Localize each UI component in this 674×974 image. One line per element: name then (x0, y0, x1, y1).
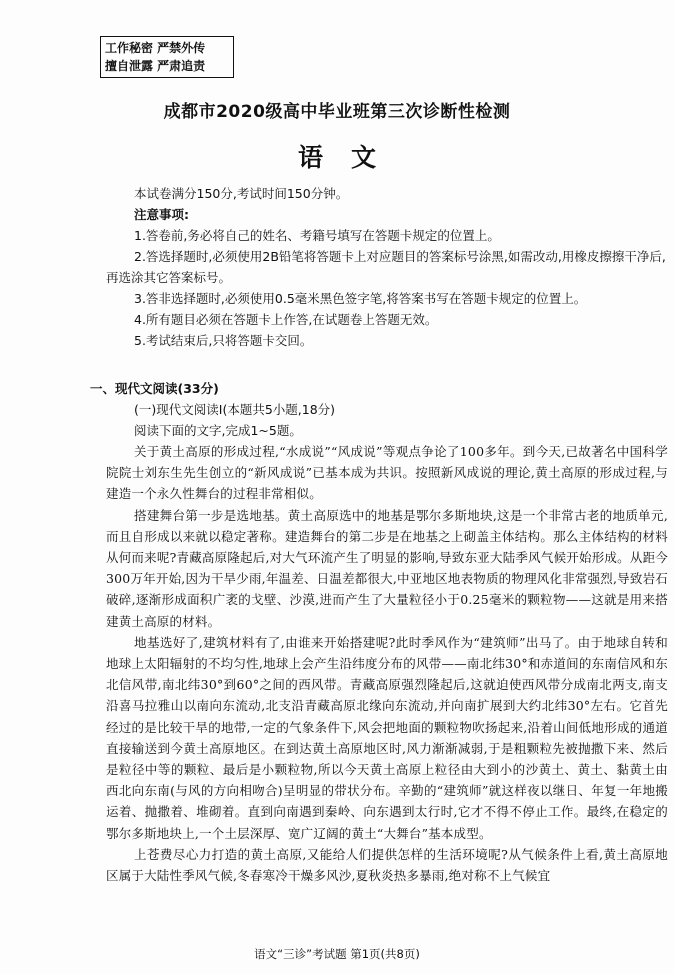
stamp-line-2: 擅自泄露 严肃追责 (105, 59, 206, 73)
stamp-line-1: 工作秘密 严禁外传 (105, 41, 206, 55)
note-item: 5.考试结束后,只将答题卡交回。 (134, 333, 313, 348)
passage-paragraph: 关于黄土高原的形成过程,“水成说”“风成说”等观点争论了100多年。到今天,已故著名中国科学院院士刘东生先生创立的“新风成说”已基本成为共识。按照新风成说的理论,黄土高原的形成过程,与建造一个永久性舞台的过程非常相似。 (106, 444, 668, 502)
section-header (90, 378, 668, 441)
passage-paragraph: 地基选好了,建筑材料有了,由谁来开始搭建呢?此时季风作为“建筑师”出马了。由于地球自转和地球上太阳辐射的不均匀性,地球上会产生沿纬度分布的风带——南北纬30°和赤道间的东南信风和东北信风带,南北纬30°到60°之间的西风带。青藏高原强烈隆起后,这就迫使西风带分成南北两支,南支沿喜马拉雅山以南向东流动,北支沿青藏高原北缘向东流动,并向南扩展到大约北纬30°左右。它首先经过的是比较干旱的地带,一定的气象条件下,风会把地面的颗粒物吹扬起来,沿着山间低地形成的通道直接输送到今黄土高原地区。在到达黄土高原地区时,风力渐渐减弱,于是粗颗粒先被抛撒下来、然后是粒径中等的颗粒、最后是小颗粒物,所以今天黄土高原上粒径由大到小的沙黄土、黄土、黏黄土由西北向东南(与风的方向相吻合)呈明显的带状分布。辛勤的“建筑师”就这样夜以继日、年复一年地搬运着、抛撒着、堆砌着。直到向南遇到秦岭、向东遇到太行时,它才不得不停止工作。最终,在稳定的鄂尔多斯地块上,一个土层深厚、宽广辽阔的黄土“大舞台”基本成型。 (106, 634, 668, 841)
notes-heading: 注意事项: (134, 207, 189, 222)
subsection-heading: (一)现代文阅读Ⅰ(本题共5小题,18分) (134, 402, 336, 417)
passage-paragraph: 搭建舞台第一步是选地基。黄土高原选中的地基是鄂尔多斯地块,这是一个非常古老的地质单元,而且自形成以来就以稳定著称。建造舞台的第二步是在地基之上砌盖主体结构。那么主体结构的材料从何而来呢?青藏高原隆起后,对大气环流产生了明显的影响,导致东亚大陆季风气候开始形成。从距今300万年开始,因为干旱少雨,年温差、日温差都很大,中亚地区地表物质的物理风化非常强烈,导致岩石破碎,逐渐形成面积广袤的戈壁、沙漠,进而产生了大量粒径小于0.25毫米的颗粒物——这就是用来搭建黄土高原的材料。 (106, 507, 668, 629)
intro-text: 本试卷满分150分,考试时间150分钟。 (134, 186, 349, 201)
subject-title: 语文 (297, 143, 404, 172)
passage-paragraph: 上苍费尽心力打造的黄土高原,又能给人们提供怎样的生活环境呢?从气候条件上看,黄土高原地区属于大陆性季风气候,冬春寒冷干燥多风沙,夏秋炎热多暴雨,绝对称不上气候宜 (106, 846, 668, 884)
page-footer: 语文“三诊”考试题 第1页(共8页) (254, 947, 420, 961)
confidential-stamp (100, 36, 234, 78)
exam-title: 成都市2020级高中毕业班第三次诊断性检测 (163, 102, 511, 122)
note-item: 3.答非选择题时,必须使用0.5毫米黑色签字笔,将答案书写在答题卡规定的位置上。 (134, 291, 587, 306)
section-heading: 一、现代文阅读(33分) (90, 381, 219, 396)
note-item: 1.答卷前,务必将自己的姓名、考籍号填写在答题卡规定的位置上。 (134, 228, 500, 243)
exam-instructions (106, 183, 668, 351)
note-item: 4.所有题目必须在答题卡上作答,在试题卷上答题无效。 (134, 312, 438, 327)
reading-passage (106, 441, 668, 886)
note-item: 2.答选择题时,必须使用2B铅笔将答题卡上对应题目的答案标号涂黑,如需改动,用橡皮擦擦干净后,再选涂其它答案标号。 (106, 249, 666, 285)
reading-instruction: 阅读下面的文字,完成1~5题。 (134, 423, 302, 438)
